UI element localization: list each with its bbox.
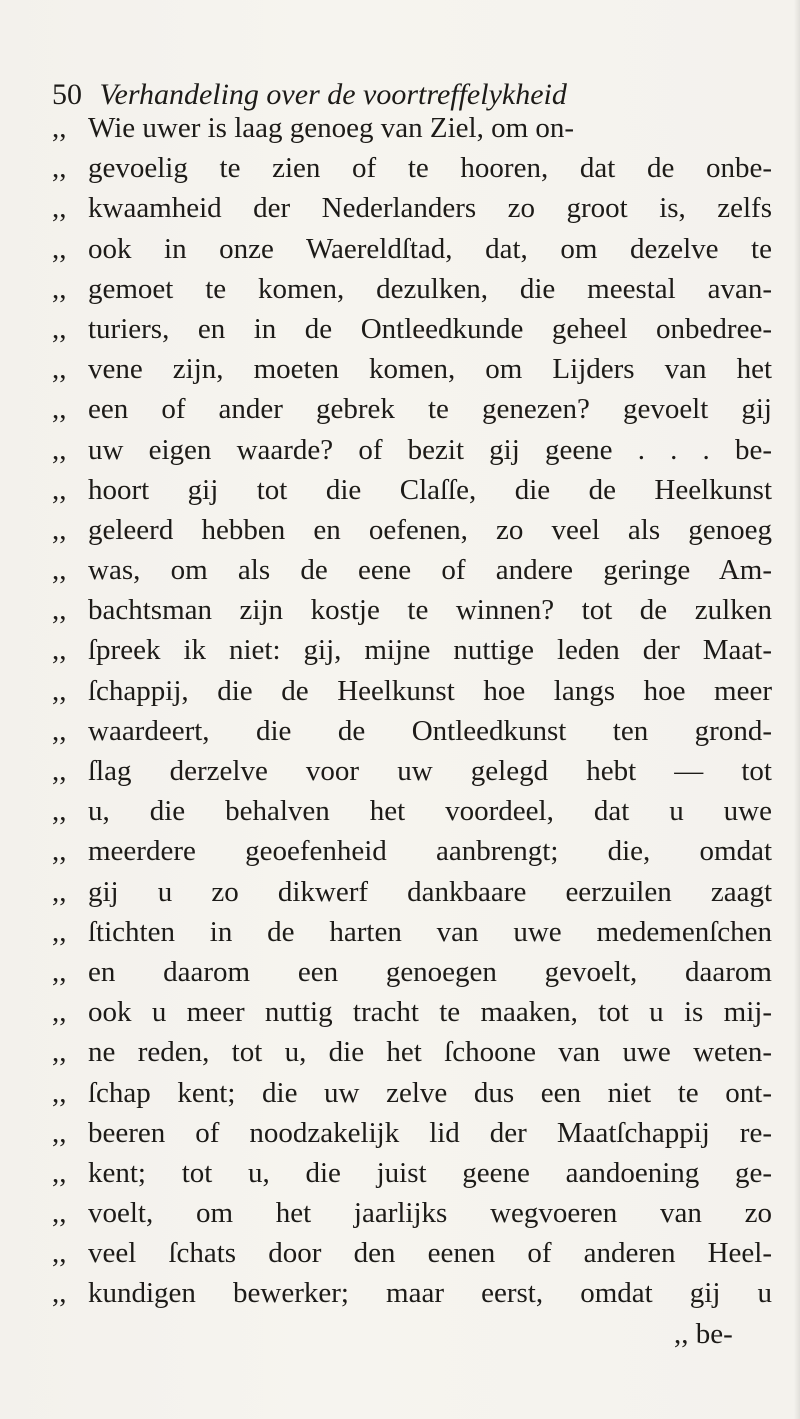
quote-mark: ,, — [52, 112, 67, 144]
text-line — [52, 188, 772, 228]
running-title: Verhandeling over de voortreffelykheid — [99, 78, 567, 111]
line-text: was, om als de eene of andere geringe Am- — [88, 554, 772, 587]
quote-mark: ,, — [52, 996, 67, 1029]
text-line — [52, 1273, 772, 1313]
text-line — [52, 349, 772, 389]
quote-mark: ,, — [52, 795, 67, 828]
quote-mark: ,, — [52, 272, 67, 305]
text-line — [52, 711, 772, 751]
line-text: ſchap kent; die uw zelve dus een niet te ont- — [88, 1076, 772, 1109]
text-line — [52, 430, 772, 470]
line-text: gij u zo dikwerf dankbaare eerzuilen zaagt — [88, 875, 772, 908]
line-text: ſtichten in de harten van uwe medemenſchen — [88, 915, 772, 948]
line-text: waardeert, die de Ontleedkunst ten grond- — [88, 714, 772, 747]
quote-mark: ,, — [52, 835, 67, 868]
quote-mark: ,, — [52, 353, 67, 386]
text-line — [52, 992, 772, 1032]
quote-mark: ,, — [52, 955, 67, 988]
text-line — [52, 1233, 772, 1273]
quote-mark: ,, — [52, 1076, 67, 1109]
quote-mark: ,, — [52, 473, 67, 506]
text-line — [52, 389, 772, 429]
quote-mark: ,, — [52, 1156, 67, 1189]
line-text: u, die behalven het voordeel, dat u uwe — [88, 795, 772, 828]
text-line — [52, 831, 772, 871]
line-text: ook u meer nuttig tracht te maaken, tot u is mij- — [88, 996, 772, 1029]
text-line — [52, 1193, 772, 1233]
quote-mark: ,, — [52, 634, 67, 667]
text-line — [52, 550, 772, 590]
line-text: beeren of noodzakelijk lid der Maatſchappij re- — [88, 1116, 772, 1149]
line-text: ne reden, tot u, die het ſchoone van uwe weten- — [88, 1036, 772, 1069]
quote-mark: ,, — [52, 915, 67, 948]
quote-mark: ,, — [52, 554, 67, 587]
text-line — [52, 1113, 772, 1153]
page-edge-shadow — [794, 0, 800, 1419]
line-text: kundigen bewerker; maar eerst, omdat gij u — [88, 1277, 772, 1310]
catchword: ,, be- — [674, 1318, 733, 1350]
line-text: gemoet te komen, dezulken, die meestal avan- — [88, 272, 772, 305]
text-line — [52, 872, 772, 912]
text-line — [52, 229, 772, 269]
line-text: Wie uwer is laag genoeg van Ziel, om on- — [88, 112, 575, 144]
quote-mark: ,, — [52, 433, 67, 466]
line-text: bachtsman zijn kostje te winnen? tot de zulken — [88, 594, 772, 627]
quote-mark: ,, — [52, 674, 67, 707]
line-text: hoort gij tot die Claſſe, die de Heelkunst — [88, 473, 772, 506]
quote-mark: ,, — [52, 1237, 67, 1270]
text-line — [52, 309, 772, 349]
page-header — [52, 78, 752, 112]
text-line — [52, 791, 772, 831]
text-line — [52, 952, 772, 992]
quote-mark: ,, — [52, 1116, 67, 1149]
text-line — [52, 510, 772, 550]
text-line — [52, 912, 772, 952]
quote-mark: ,, — [52, 513, 67, 546]
line-text: ſpreek ik niet: gij, mijne nuttige leden der Maat- — [88, 634, 772, 667]
quote-mark: ,, — [52, 1277, 67, 1310]
quote-mark: ,, — [52, 152, 67, 185]
line-text: ook in onze Waereldſtad, dat, om dezelve te — [88, 232, 772, 265]
text-line — [52, 751, 772, 791]
text-line — [52, 1153, 772, 1193]
text-line — [52, 148, 772, 188]
line-text: vene zijn, moeten komen, om Lijders van het — [88, 353, 772, 386]
quote-mark: ,, — [52, 1036, 67, 1069]
text-line — [52, 269, 772, 309]
text-line — [52, 108, 772, 148]
quote-mark: ,, — [52, 755, 67, 787]
text-line — [52, 590, 772, 630]
line-text: ſlag derzelve voor uw gelegd hebt — tot — [88, 755, 772, 787]
body-text — [52, 108, 772, 1314]
text-line — [52, 671, 772, 711]
quote-mark: ,, — [52, 1197, 67, 1230]
line-text: meerdere geoefenheid aanbrengt; die, omdat — [88, 835, 772, 868]
quote-mark: ,, — [52, 232, 67, 265]
line-text: geleerd hebben en oefenen, zo veel als genoeg — [88, 513, 772, 546]
text-line — [52, 1073, 772, 1113]
line-text: een of ander gebrek te genezen? gevoelt gij — [88, 393, 772, 426]
quote-mark: ,, — [52, 714, 67, 747]
quote-mark: ,, — [52, 875, 67, 908]
line-text: voelt, om het jaarlijks wegvoeren van zo — [88, 1197, 772, 1230]
quote-mark: ,, — [52, 312, 67, 345]
quote-mark: ,, — [52, 594, 67, 627]
line-text: kwaamheid der Nederlanders zo groot is, zelfs — [88, 192, 772, 225]
quote-mark: ,, — [52, 393, 67, 426]
line-text: turiers, en in de Ontleedkunde geheel onbedree- — [88, 312, 772, 345]
text-line — [52, 630, 772, 670]
text-line — [52, 1032, 772, 1072]
line-text: en daarom een genoegen gevoelt, daarom — [88, 955, 772, 988]
line-text: kent; tot u, die juist geene aandoening ge- — [88, 1156, 772, 1189]
line-text: gevoelig te zien of te hooren, dat de onbe- — [88, 152, 772, 185]
page-number: 50 — [52, 78, 82, 111]
line-text: veel ſchats door den eenen of anderen Heel- — [88, 1237, 772, 1270]
line-text: uw eigen waarde? of bezit gij geene . . . be- — [88, 433, 772, 466]
line-text: ſchappij, die de Heelkunst hoe langs hoe meer — [88, 674, 772, 707]
quote-mark: ,, — [52, 192, 67, 225]
text-line — [52, 470, 772, 510]
